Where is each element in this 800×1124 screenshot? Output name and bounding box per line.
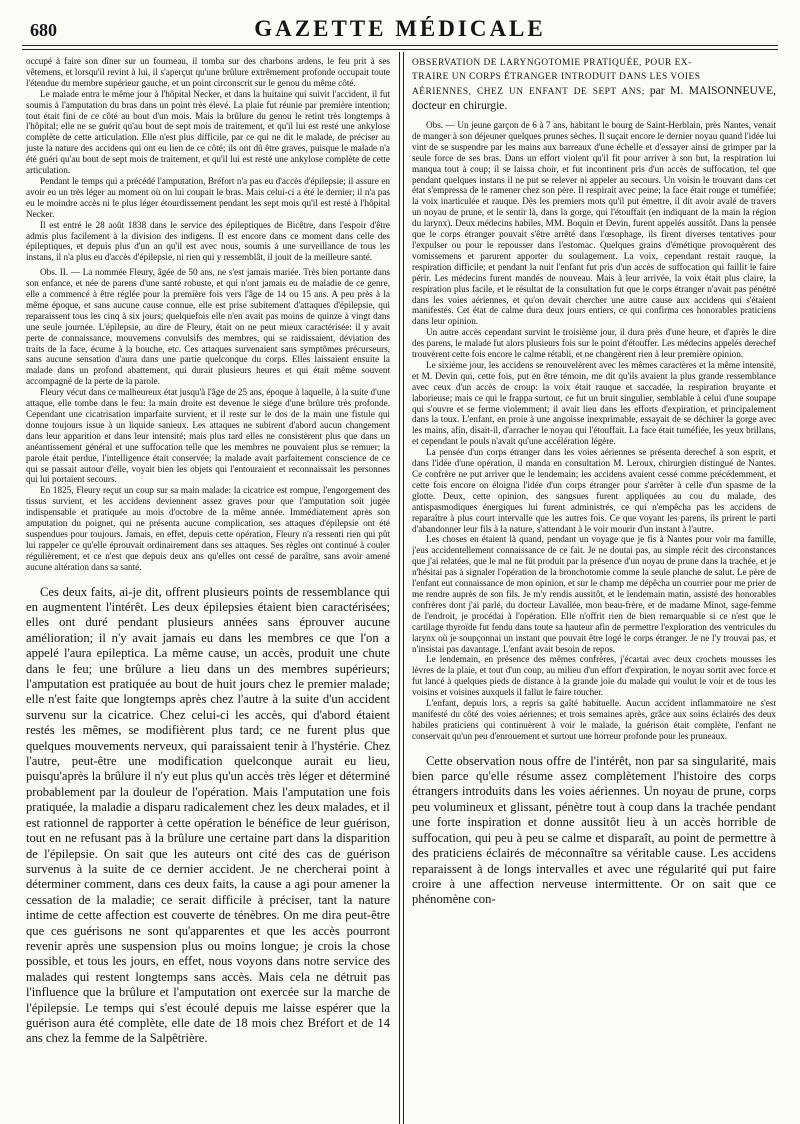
paragraph: Le lendemain, en présence des mêmes confrères, j'écartai avec deux crochets mousses les lèvres de la plaie, et tout d'un coup, au milieu d'un effort d'expiration, le noyau sortit avec force et fut lancé à quelques pieds de distance à la grande joie du malade qui voulut le voir et de tous les voisins et voisines auxquels il fallut le faire toucher.	[412, 654, 776, 698]
paragraph: occupé à faire son dîner sur un fourneau, il tomba sur des charbons ardens, le feu prit à ses vêtemens, et lorsqu'il revint à lui, il s'aperçut qu'une brûlure extrêmement profonde occupait toute l'étendue du membre supérieur gauche, et un point circonscrit sur le genou du même côté.	[26, 56, 390, 88]
paragraph: Le malade entra le même jour à l'hôpital Necker, et dans la huitaine qui suivit l'accident, il fut soumis à l'amputation du bras dans un point très élevé. La plaie fut réunie par première intention; tout était fini de ce côté au bout d'un mois. Mais la brûlure du genou le retint très longtemps à l'hôpital; elle ne se guérit qu'au bout de sept mois de traitement, et qu'il lui est resté une ankylose complète de cette articulation. Elle n'est plus difficile, par ce qui ne dit le malade, de préciser au juste la nature des accidens qui ont eu lien de ce côté; ils ont dû être graves, puisque le malade n'a été guéri qu'au bout de sept mois de traitement, et qu'il lui est resté une ankylose complète de cette articulation.	[26, 88, 390, 176]
article-title	[412, 56, 776, 114]
commentary-paragraph: Ces deux faits, ai-je dit, offrent plusieurs points de ressemblance qui en augmentent l'intérêt. Les deux épilepsies étaient bien caractérisées; elles ont duré pendant plusieurs années sans éprouver aucune amélioration; il n'y avait jamais eu dans les membres ce que l'on a appelé l'aura epileptica. La même cause, un accès, produit une chute dans le feu; une brûlure a lieu dans un des membres supérieurs; l'amputation est pratiquée au bout de huit jours chez le premier malade; elle n'est faite que longtemps après chez l'autre à la suite d'un accident survenu sur la cicatrice. Chez celui-ci les accès, qui d'abord étaient restés les mêmes, se modifièrent plus tard; ce ne furent plus que quelques mouvements nerveux, qui paraissaient tenir à l'hystérie. Chez l'autre, peut-être une modification quelconque aurait eu lieu, puisqu'après la brûlure il n'y eut plus qu'un accès très léger et déterminé probablement par la douleur de l'opération. Mais l'amputation une fois pratiquée, la maladie a disparu radicalement chez les deux malades, et il est rationnel de rapporter à cette opération le bénéfice de leur guérison, tout en ne refusant pas à la brûlure une certaine part dans la disparition de l'épilepsie. On sait que les auteurs ont cité des cas de guérison survenus à la suite de ce dernier accident. Je ne chercherai point à déterminer comment, dans ces deux faits, la cause a agi pour amener la cessation de la maladie; ce serait difficile à préciser, tant la nature intime de cette affection est couverte de ténèbres. On me dira peut-être que ces guérisons ne sont qu'apparentes et que les accès pourront revenir après une suspension plus ou moins longue; je crois la chose possible, et tous les jours, en effet, nous voyons dans notre service des malades qui restent longtemps sans accès. Mais cela ne détruit pas l'influence que la brûlure et l'amputation ont exercée sur la marche de l'épilepsie. Le temps qui s'est écoulé depuis me laisse espérer que la guérison aura été complète, elle date de 18 mois chez Bréfort et de 14 ans chez la femme de la Salpêtrière.	[26, 584, 390, 1046]
paragraph: Fleury vécut dans ce malheureux état jusqu'à l'âge de 25 ans, époque à laquelle, à la suite d'une attaque, elle tombe dans le feu: la main droite est devenue le siége d'une brûlure très profonde. Cependant une cicatrisation imparfaite survient, et il reste sur le dos de la main une fistule qui donne toujours issue à un liquide sanieux. Les attaques ne subirent d'abord aucun changement dans leur apparition et dans leur intensité; mais plus tard elles ne consistèrent plus que dans un anéantissement général et une suffocation telle que les membres ne pouvaient plus se remuer; la parole était perdue, l'intelligence était conservée; la malade avait parfaitement conscience de ce qui se passait autour d'elle, voyait bien les objets qui l'entouraient et reconnaissait les personnes qui lui portaient secours.	[26, 387, 390, 485]
journal-title: GAZETTE MÉDICALE	[254, 16, 546, 41]
page-number: 680	[30, 20, 57, 40]
title-line: AÉRIENNES, CHEZ UN ENFANT DE SEPT ANS;	[412, 87, 645, 97]
commentary-paragraph: Cette observation nous offre de l'intérêt, non par sa singularité, mais bien parce qu'elle résume assez complètement l'histoire des corps étrangers introduits dans les voies aériennes. Un noyau de prune, corps peu volumineux et glissant, pénètre tout à coup dans la trachée pendant une forte inspiration et donne aussitôt lieu à un accès horrible de suffocation, qui peu à peu se calme et disparaît, au point de permettre à des praticiens éclairés de méconnaître sa véritable cause. Les accidens reparaissent à de longs intervalles et avec une régularité qui put faire croire à une affection nerveuse intermittente. Or on sait que ce phénomène con-	[412, 753, 776, 907]
paragraph: L'enfant, depuis lors, a repris sa gaîté habituelle. Aucun accident inflammatoire ne s'est manifesté du côté des voies aériennes; et trois semaines après, grâce aux soins éclairés des deux habiles praticiens qui continuèrent à voir le malade, la guérison était complète, l'enfant ne conservait qu'un peu d'enrouement et surtout une horreur profonde pour les pruneaux.	[412, 698, 776, 741]
page-header	[0, 14, 800, 40]
byline: par M. MAISONNEUVE, docteur en chirurgie.	[412, 85, 776, 112]
paragraph: En 1825, Fleury reçut un coup sur sa main malade: la cicatrice est rompue, l'engorgement des tissus survient, et les accidens deviennent assez graves pour que l'amputation soit jugée indispensable et pratiquée au mois d'octobre de la même année. Immédiatement après son amputation du poignet, qui ne présenta aucune complication, ses attaques d'épilepsie ont été suspendues pour toujours. Jamais, en effet, depuis cette opération, Fleury n'a ressenti rien qui pût lui rappeler ce qu'elle éprouvait ordinairement dans ses attaques. Ses règles ont continué à couler régulièrement, et ce n'est que depuis deux ans qu'elles ont cessé de paraître, sans avoir amené aucune altération dans sa santé.	[26, 485, 390, 572]
paragraph: Les choses en étaient là quand, pendant un voyage que je fis à Nantes pour voir ma famille, j'eus accidentellement connaissance de ce fait. Je ne doutai pas, au simple récit des circonstances que j'ai relatées, que le mal ne fût produit par la présence d'un noyau de prune dans la trachée, et je n'hésitai pas à signaler l'opération de la bronchotomie comme la seule planche de salut. Le père de l'enfant eut connaissance de mon opinion, et sur le champ me dépêcha un courrier pour me prier de me rendre auprès de son fils. Je m'y rendis aussitôt, et le lendemain matin, assisté des honorables confrères dont j'ai parlé, du docteur Lavallée, mon beau-frère, et de madame Minot, sage-femme de l'endroit, je procédai à l'opération. Elle n'offrit rien de bien remarquable si ce n'est que le cartilage thyroïde fut fendu dans toute sa hauteur afin de permettre l'exploration des ventricules du larynx où je soupçonnai un instant que pouvait être logé le corps étranger. Je ne l'y trouvai pas, et n'insistai pas davantage. L'enfant avait besoin de repos.	[412, 534, 776, 654]
header-rule-bottom	[22, 49, 778, 50]
paragraph: La pensée d'un corps étranger dans les voies aériennes se présenta derechef à son esprit, et dans l'idée d'une opération, il manda en consultation M. Leroux, chirurgien distingué de Nantes. Ce confrère ne put arriver que le lendemain; les accidens avaient cessé comme précédemment, et cette fois encore on éloigna l'idée d'un corps étranger pour s'arrêter à celle d'un spasme de la glotte. Deux, cette opinion, des sangsues furent appliquées au cou du malade, des antispasmodiques énergiques lui furent administrés, ce qui n'empêcha pas les accidens de reparaître à plus court intervalle que les autres fois. Ce que voyant les parens, ils prirent le parti d'abandonner leur fils à la nature, s'attendant à le voir mourir d'un instant à l'autre.	[412, 447, 776, 534]
title-line: OBSERVATION DE LARYNGOTOMIE PRATIQUÉE, POUR EX-	[412, 58, 692, 68]
paragraph-obs: Obs. — Un jeune garçon de 6 à 7 ans, habitant le bourg de Saint-Herblain, près Nantes, venait de manger à son déjeuner quelques prunes sèches. Il suçait encore le dernier noyau quand l'idée lui vint de se suspendre par les mains aux barreaux d'une échelle et d'essayer ainsi de grimper par la seule force de ses bras. Dans un effort violent qu'il fit pour arriver à son but, la respiration lui manqua tout à coup; il se laissa choir, et fut incontinent pris d'un accès de suffocation, tel que pendant quelques instans il ne put se relever ni appeler au secours. Un voisin le trouvant dans cet état s'empressa de le ramener chez son père. Il respirait avec peine; la face était rouge et tuméfiée; la voix inarticulée et rauque. Dès les premiers mots qu'il put émettre, il dit avoir avalé de travers un noyau de prune, et le sentir là, dans la gorge, qui l'étouffait (en indiquant de la main la région du larynx). Deux médecins habiles, MM. Boquin et Devin, furent appelés aussitôt. Dans la pensée que le corps étranger pouvait s'être arrêté dans l'œsophage, ils firent diverses tentatives pour l'expulser ou pour le repousser dans l'estomac. Quelques grains d'émétique provoquèrent des vomissemens et parurent apporter du soulagement. La voix, cependant restait rauque, la respiration difficile; et pendant la nuit l'enfant fut pris d'un accès de suffocation qui faillit le faire périr. Les médecins furent mandés de nouveau. Mais à leur arrivée, la voix était plus claire, la respiration plus facile, et le résultat de la consultation fut que le corps étranger n'avait pas pénétré dans les voies aériennes, et qu'on devait chercher une autre cause aux accidens qui s'étaient manifestés. Cet état de calme dura deux jours entiers, ce qui confirma ces honorables praticiens dans leur opinion.	[412, 120, 776, 327]
paragraph-obs-2: Obs. II. — La nommée Fleury, âgée de 50 ans, ne s'est jamais mariée. Très bien portante dans son enfance, et née de parens d'une santé robuste, et qui n'ont jamais eu de maladie de ce genre, elle a commencé à être réglée pour la première fois vers l'âge de 14 ou 15 ans. A peu près à la même époque, et sans aucune cause connue, elle est prise subitement d'attaques d'épilepsie, qui reparaissent tous les cinq à six jours; quelquefois elle n'en avait pas moins de quinze à vingt dans une seule journée. L'épilepsie, au dire de Fleury, était on ne peut mieux caractérisée: il y avait perte de connaissance, mouvemens convulsifs des membres, qui se raidissaient, déviation des traits de la face, écume à la bouche, etc. Ces attaques survenaient sans symptômes précurseurs, sans aucune sensation d'aura dans une partie quelconque du corps. Elles laissaient ensuite la malade dans un profond abattement, qui durait plusieurs heures et qui était même souvent accompagné de la perte de la parole.	[26, 267, 390, 387]
title-line: TRAIRE UN CORPS ÉTRANGER INTRODUIT DANS LES VOIES	[412, 72, 701, 82]
left-column	[26, 56, 390, 1122]
paragraph: Il est entré le 28 août 1838 dans le service des épileptiques de Bicêtre, dans l'espoir d'être admis plus facilement à la division des indigens. Il est encore dans ce moment dans celle des épileptiques, et depuis plus d'un an qu'il est avec nous, soumis à une surveillance de tous les instans, il n'a plus eu d'accès d'épilepsie, ni rien qui y ressemblât, il jouit de la meilleure santé.	[26, 219, 390, 263]
header-rule-top	[22, 45, 778, 46]
paragraph: Un autre accès cependant survint le troisième jour, il dura près d'une heure, et d'après le dire des parens, le malade fut alors plusieurs fois sur le point d'étouffer. Les médecins appelés derechef trouvèrent cette fois encore le calme rétabli, et ne changèrent rien à leur première opinion.	[412, 327, 776, 360]
column-divider	[399, 52, 404, 1124]
paragraph: Le sixième jour, les accidens se renouvelèrent avec les mêmes caractères et la même intensité, et M. Devin qui, cette fois, put en être témoin, me dit qu'ils avaient la plus grande ressemblance avec ceux d'un accès de croup: la voix était rauque et saccadée, la respiration bruyante et laborieuse; mais ce qui le frappa surtout, ce fut un bruit singulier, semblable à celui d'une soupape qui s'ouvre et se ferme violemment; il avait lieu dans les efforts d'expiration, et principalement dans la toux. L'enfant, en proie à une angoisse inexprimable, essayait de se déchirer la gorge avec les mains, afin, disait-il, d'arracher le noyau qui l'étouffait. La face était tuméfiée, les yeux brillans, et cependant le pouls n'avait qu'une accélération légère.	[412, 359, 776, 447]
paragraph: Pendant le temps qui a précédé l'amputation, Bréfort n'a pas eu d'accès d'épilepsie; il assure en avoir eu un très léger au moment où on lui coupait le bras. Mais celui-ci a été le dernier; il n'a pas eu le moindre accès ni le plus léger étourdissement pendant les sept mois qu'il est resté à l'hôpital Necker.	[26, 175, 390, 219]
right-column	[412, 56, 776, 1122]
